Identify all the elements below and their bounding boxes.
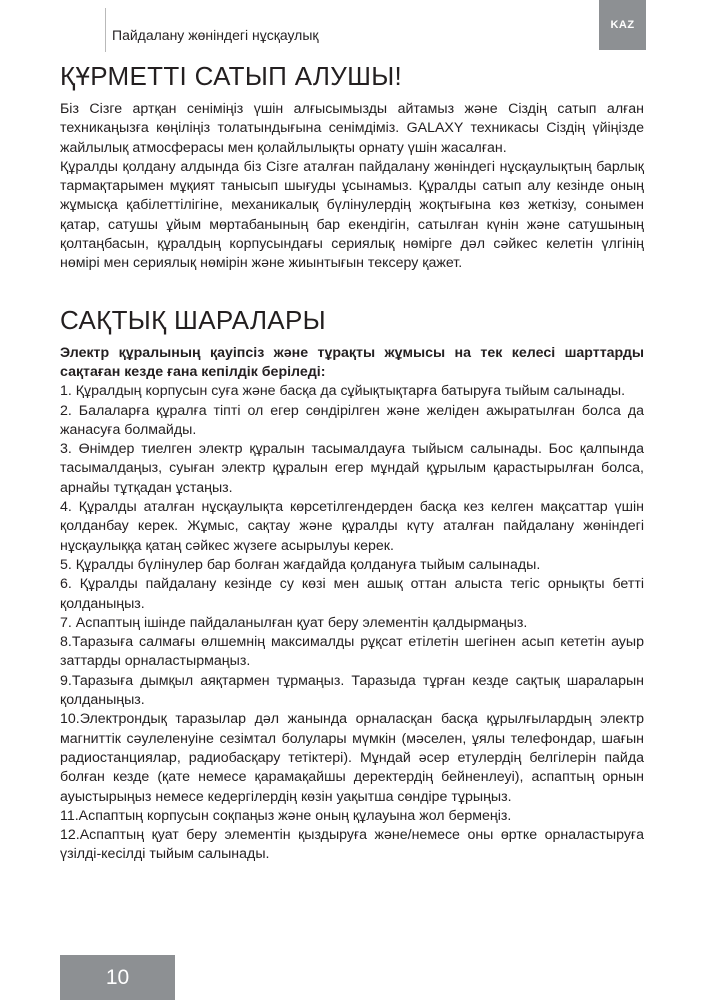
safety-list: [60, 382, 644, 864]
safety-item: 11.Аспаптың корпусын соқпаңыз және оның құлауына жол бермеңіз.: [60, 807, 512, 824]
safety-item: 1. Құралдың корпусын суға және басқа да сұйықтықтарға батыруға тыйым салынады.: [60, 383, 626, 400]
safety-item: 2. Балаларға құралға тіпті ол егер сөндірілген және желіден ажыратылған болса да жанасуға болмайды.: [60, 402, 644, 438]
safety-intro: Электр құралының қауіпсіз және тұрақты жұмысы на тек келесі шарттарды сақтаған кезде ғана кепілдік беріледі:: [60, 344, 644, 380]
safety-item: 6. Құралды пайдалану кезінде су көзі мен ашық оттан алыста тегіс орнықты бетті қолданыңыз.: [60, 576, 644, 612]
page-number: 10: [60, 955, 175, 1000]
safety-item: 4. Құралды аталған нұсқаулықта көрсетілгендерден басқа кез келген мақсаттар үшін қолданбау керек. Жұмыс, сақтау және құралды күту аталған пайдалану жөніндегі нұсқаулыққа қатаң сәйкес жүзеге асырылуы керек.: [60, 499, 644, 554]
document-header-title: Пайдалану жөніндегі нұсқаулық: [112, 27, 319, 43]
safety-item: 12.Аспаптың қуат беру элементін қыздыруға және/немесе оны өртке орналастыруға үзілді-кесілді тыйым салынады.: [60, 827, 644, 863]
language-badge: KAZ: [599, 0, 646, 50]
intro-paragraph: Құралды қолдану алдында біз Сізге аталған пайдалану жөніндегі нұсқаулықтың барлық тармақтарымен мұқият танысып шығуды ұсынамыз. Құралды сатып алу кезінде оның жұмысқа қабілеттілігіне, механикалық бүлінулердің жоқтығына көз жеткізу, сонымен қатар, сатушы ұйым мөртабанының бар екендігін, сатылған күнін және сатушының қолтаңбасын, құралдың корпусындағы сериялық нөмірге дәл сәйкес келетін үлгінің нөмірі мен сериялық нөмірін және жиынтығын тексеру қажет.: [60, 158, 644, 272]
safety-item: 7. Аспаптың ішінде пайдаланылған қуат беру элементін қалдырмаңыз.: [60, 614, 528, 631]
safety-item: 8.Таразыға салмағы өлшемнің максималды рұқсат етілетін шегінен асып кететін ауыр заттарды орналастырмаңыз.: [60, 634, 644, 670]
safety-item: 10.Электрондық таразылар дәл жанында орналасқан басқа құрылғылардың электр магниттік сәулеленуіне сезімтал болулары мүмкін (мәселен, ұялы телефондар, шағын радиостанциялар, радиобасқару тетіктері). Мұндай әсер етулердің белгілерін пайда болған кезде (қате немесе қарамақайшы деректердің бейненлеуі), аспаптың орнын ауыстырыңыз немесе кедергілердің көзін уақытша сөндіре тұрыңыз.: [60, 711, 644, 805]
safety-item: 9.Таразыға дымқыл аяқтармен тұрмаңыз. Таразыда тұрған кезде сақтық шараларын қолданыңыз.: [60, 672, 644, 709]
safety-item: 3. Өнімдер тиелген электр құралын тасымалдауға тыйысм салынады. Бос қалпында тасымалдаңыз, суыған электр құралын егер мұндай құрылым қарастырылған болса, арнайы тұтқадан ұстаңыз.: [60, 441, 644, 496]
intro-paragraph: Біз Сізге артқан сеніміңіз үшін алғысымызды айтамыз және Сіздің сатып алған техникаңызға көңіліңіз толатындығына сенімдіміз. GALAXY техникасы Сіздің үйіңізде жайлылық атмосферасы мен қолайлылықты орнату үшін жасалған.: [60, 101, 644, 156]
safety-item: 5. Құралды бүлінулер бар болған жағдайда қолдануға тыйым салынады.: [60, 556, 541, 573]
safety-heading: САҚТЫҚ ШАРАЛАРЫ: [60, 304, 326, 335]
page-content: [60, 60, 644, 865]
intro-heading: ҚҰРМЕТТІ САТЫП АЛУШЫ!: [60, 61, 403, 91]
header-divider: [105, 8, 106, 52]
